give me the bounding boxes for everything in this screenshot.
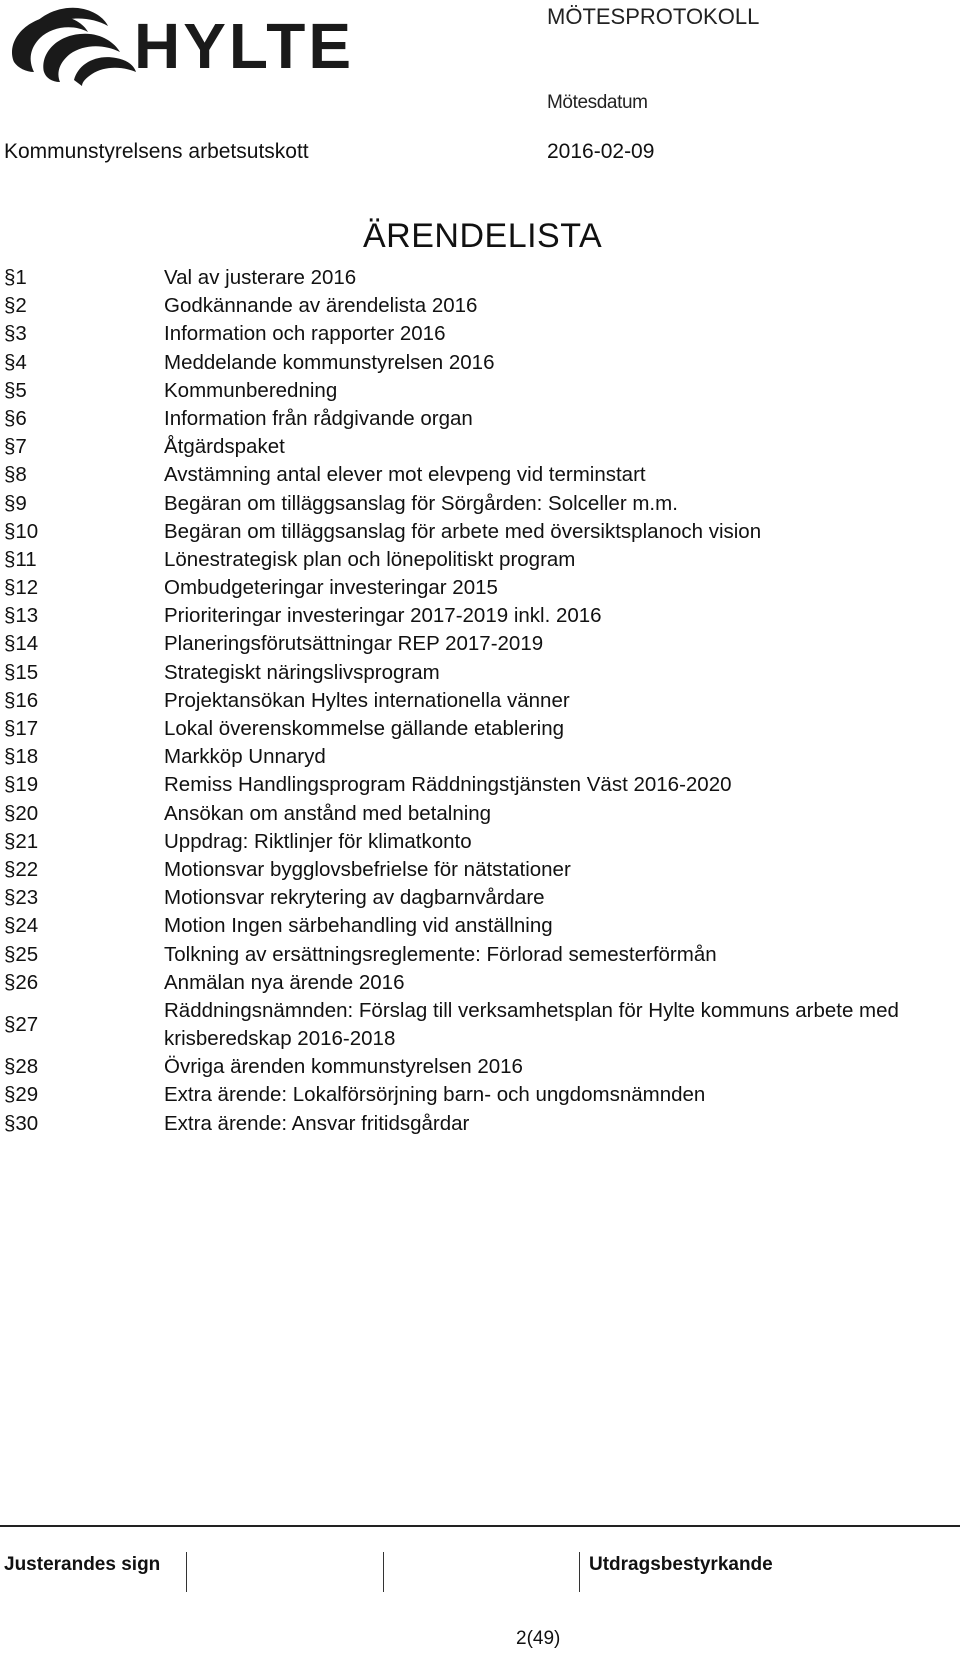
agenda-item (4, 349, 954, 377)
agenda-item-title: Projektansökan Hyltes internationella vänner (164, 688, 570, 712)
signature-box-divider (383, 1552, 384, 1592)
agenda-item-title: Begäran om tilläggsanslag för Sörgården: Solceller m.m. (164, 491, 678, 515)
agenda-item (4, 574, 954, 602)
agenda-item (4, 941, 954, 969)
agenda-item-title: Anmälan nya ärende 2016 (164, 970, 405, 994)
logo-wordmark: HYLTE (134, 10, 355, 82)
footer-divider (0, 1525, 960, 1527)
agenda-item-number: §2 (4, 294, 27, 318)
agenda-item (4, 1053, 954, 1081)
agenda-item (4, 264, 954, 292)
agenda-item (4, 630, 954, 658)
agenda-item-title: Motion Ingen särbehandling vid anställning (164, 914, 553, 938)
agenda-item-number: §22 (4, 857, 39, 881)
agenda-item-number: §21 (4, 829, 39, 853)
agenda-item-number: §26 (4, 970, 39, 994)
agenda-item-title: Motionsvar rekrytering av dagbarnvårdare (164, 886, 545, 910)
agenda-item-number: §1 (4, 266, 27, 289)
signature-label: Justerandes sign (4, 1554, 161, 1575)
agenda-item-number: §12 (4, 576, 39, 600)
page-number: 2(49) (516, 1628, 561, 1649)
agenda-item (4, 405, 954, 433)
agenda-item-title: Val av justerare 2016 (164, 266, 357, 289)
agenda-item-title: Ombudgeteringar investeringar 2015 (164, 576, 498, 600)
agenda-item (4, 602, 954, 630)
agenda-item-title: Övriga ärenden kommunstyrelsen 2016 (164, 1055, 523, 1079)
agenda-item-number: §16 (4, 688, 39, 712)
agenda-item-number: §20 (4, 801, 39, 825)
agenda-item-number: §28 (4, 1055, 39, 1079)
agenda-item (4, 771, 954, 799)
agenda-item-number: §9 (4, 491, 27, 515)
agenda-item-title: Avstämning antal elever mot elevpeng vid terminstart (164, 463, 646, 487)
agenda-list (4, 264, 954, 1138)
agenda-item-number: §18 (4, 745, 39, 769)
agenda-item (4, 828, 954, 856)
agenda-item-number: §13 (4, 604, 39, 628)
agenda-item (4, 743, 954, 771)
agenda-item (4, 912, 954, 940)
agenda-item-number: §3 (4, 322, 27, 346)
agenda-item-number: §8 (4, 463, 27, 487)
agenda-item (4, 997, 954, 1053)
agenda-item (4, 518, 954, 546)
agenda-item-number: §10 (4, 519, 39, 543)
agenda-item-title: Extra ärende: Lokalförsörjning barn- och ungdomsnämnden (164, 1083, 706, 1107)
agenda-item-number: §6 (4, 406, 27, 430)
agenda-item-number: §14 (4, 632, 39, 656)
agenda-item-number: §29 (4, 1083, 39, 1107)
agenda-item-number: §4 (4, 350, 27, 374)
meeting-date-value: 2016-02-09 (547, 140, 655, 163)
agenda-item (4, 1081, 954, 1109)
agenda-item-number: §30 (4, 1111, 39, 1135)
agenda-item-title: Åtgärdspaket (164, 435, 285, 459)
agenda-item-number: §25 (4, 942, 39, 966)
agenda-item-title: Extra ärende: Ansvar fritidsgårdar (164, 1111, 470, 1135)
agenda-item-title: Ansökan om anstånd med betalning (164, 801, 492, 825)
meeting-date-label: Mötesdatum (547, 92, 648, 113)
agenda-item (4, 377, 954, 405)
document-type: MÖTESPROTOKOLL (547, 4, 760, 29)
agenda-item (4, 320, 954, 348)
agenda-item (4, 856, 954, 884)
agenda-item (4, 884, 954, 912)
agenda-item-title: Planeringsförutsättningar REP 2017-2019 (164, 632, 544, 656)
agenda-item-title: Lokal överenskommelse gällande etablering (164, 717, 564, 740)
agenda-title: ÄRENDELISTA (363, 217, 603, 255)
agenda-item (4, 433, 954, 461)
agenda-item-title: Information från rådgivande organ (164, 406, 473, 430)
agenda-item-title: Motionsvar bygglovsbefrielse för nätstationer (164, 857, 571, 881)
agenda-item-title: Kommunberedning (164, 378, 338, 402)
agenda-item-title: Markköp Unnaryd (164, 745, 326, 769)
agenda-item-title: Remiss Handlingsprogram Räddningstjänsten Väst 2016-2020 (164, 773, 732, 797)
agenda-item-title: Godkännande av ärendelista 2016 (164, 294, 478, 318)
agenda-item-title: Prioriteringar investeringar 2017-2019 inkl. 2016 (164, 604, 602, 628)
signature-box-divider (579, 1552, 580, 1592)
agenda-item-number: §7 (4, 435, 27, 459)
agenda-item-title: Tolkning av ersättningsreglemente: Förlorad semesterförmån (164, 942, 717, 966)
agenda-item-title: Information och rapporter 2016 (164, 322, 446, 346)
agenda-item-number: §5 (4, 378, 27, 402)
agenda-item-title: Meddelande kommunstyrelsen 2016 (164, 350, 495, 374)
agenda-item-title: Lönestrategisk plan och lönepolitiskt program (164, 547, 576, 571)
agenda-item (4, 715, 954, 743)
agenda-item (4, 546, 954, 574)
agenda-item-title: Begäran om tilläggsanslag för arbete med översiktsplanoch vision (164, 519, 762, 543)
agenda-item-title: Strategiskt näringslivsprogram (164, 660, 440, 684)
committee-name: Kommunstyrelsens arbetsutskott (4, 140, 309, 163)
agenda-item (4, 1110, 954, 1138)
extract-certification-label: Utdragsbestyrkande (589, 1554, 773, 1575)
agenda-item (4, 461, 954, 489)
agenda-item-number: §17 (4, 717, 39, 740)
agenda-item (4, 490, 954, 518)
agenda-item (4, 800, 954, 828)
agenda-item-number: §23 (4, 886, 39, 910)
agenda-item-number: §19 (4, 773, 39, 797)
agenda-item-number: §15 (4, 660, 39, 684)
signature-box-divider (186, 1552, 187, 1592)
agenda-item-title: Uppdrag: Riktlinjer för klimatkonto (164, 829, 472, 853)
agenda-item (4, 292, 954, 320)
agenda-item (4, 687, 954, 715)
agenda-item-number: §11 (4, 547, 37, 571)
agenda-item-number: §27 (4, 1012, 39, 1036)
agenda-item-number: §24 (4, 914, 39, 938)
agenda-item-title: Räddningsnämnden: Förslag till verksamhetsplan för Hylte kommuns arbete med krisberedskap 2016-2018 (164, 998, 899, 1051)
agenda-item (4, 659, 954, 687)
agenda-item (4, 969, 954, 997)
